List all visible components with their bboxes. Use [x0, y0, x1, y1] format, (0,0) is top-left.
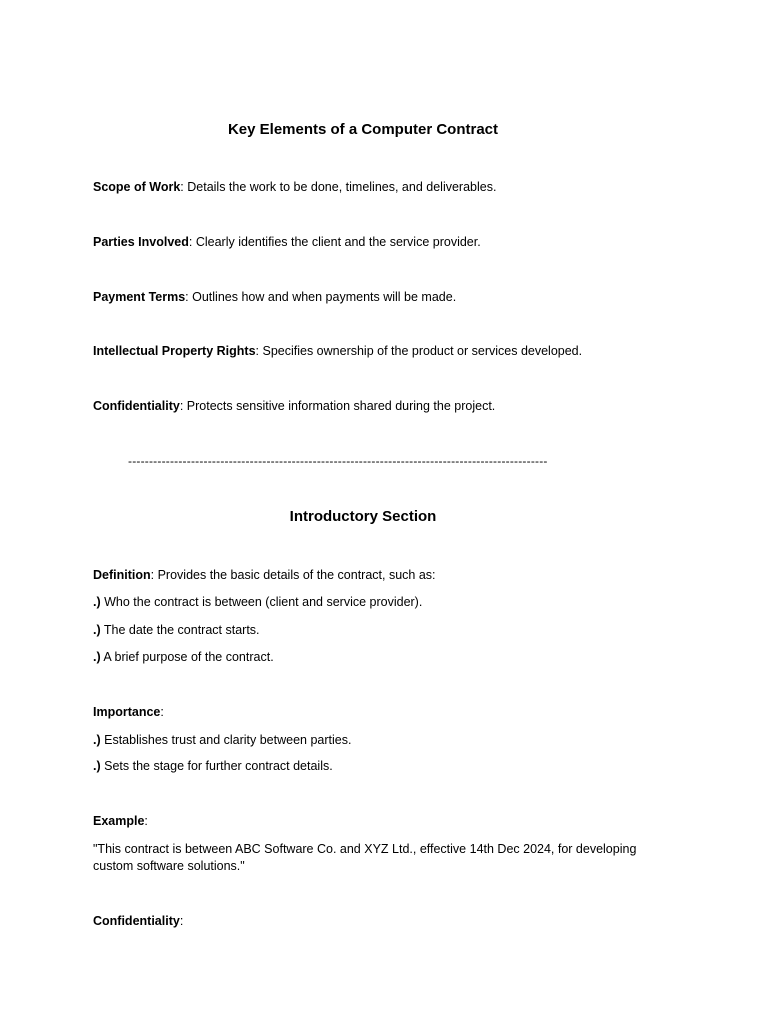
section-divider: ---------------------------------------------------------------------------------------------------- [128, 454, 548, 468]
separator: : [185, 290, 189, 304]
heading-introductory-section: Introductory Section [289, 508, 437, 525]
definition-paragraph [93, 567, 673, 584]
key-element-parties [93, 234, 673, 251]
separator: : [160, 705, 164, 719]
key-element-ip-rights [93, 343, 673, 360]
term-description: Specifies ownership of the product or services developed. [259, 344, 583, 358]
separator: : [150, 568, 155, 582]
term-label: Definition [93, 568, 151, 582]
heading-key-elements: Key Elements of a Computer Contract [227, 121, 499, 138]
list-item-text: A brief purpose of the contract. [100, 650, 274, 664]
separator: : [188, 235, 193, 249]
term-label: Example [93, 814, 145, 828]
list-item-text: Who the contract is between (client and service provider). [100, 595, 423, 609]
separator: : [179, 914, 184, 928]
list-item [93, 758, 673, 775]
list-item-text: The date the contract starts. [100, 623, 260, 637]
key-element-payment [93, 289, 673, 306]
term-label: Importance [93, 705, 161, 719]
list-item-text: Establishes trust and clarity between parties. [100, 733, 352, 747]
bullet-marker: .) [93, 759, 101, 773]
separator: : [180, 180, 184, 194]
separator: : [179, 399, 184, 413]
term-description: Details the work to be done, timelines, and deliverables. [183, 180, 497, 194]
term-description: Protects sensitive information shared during the project. [183, 399, 496, 413]
term-label: Parties Involved [93, 235, 189, 249]
bullet-marker: .) [93, 733, 101, 747]
term-label: Confidentiality [93, 914, 180, 928]
example-quote: "This contract is between ABC Software Co. and XYZ Ltd., effective 14th Dec 2024, for developing custom software solutions." [93, 842, 637, 873]
example-paragraph [93, 813, 673, 830]
bullet-marker: .) [93, 595, 101, 609]
key-element-confidentiality [93, 398, 673, 415]
bullet-marker: .) [93, 623, 101, 637]
list-item [93, 594, 673, 611]
list-item [93, 649, 673, 666]
importance-paragraph [93, 704, 673, 721]
separator: : [255, 344, 260, 358]
term-description: Clearly identifies the client and the service provider. [192, 235, 481, 249]
confidentiality-paragraph [93, 913, 673, 930]
key-element-scope [93, 179, 673, 196]
term-label: Scope of Work [93, 180, 181, 194]
list-item-text: Sets the stage for further contract details. [100, 759, 333, 773]
separator: : [144, 814, 148, 828]
list-item [93, 732, 673, 749]
bullet-marker: .) [93, 650, 101, 664]
list-item [93, 622, 673, 639]
term-label: Payment Terms [93, 290, 186, 304]
term-description: Provides the basic details of the contract, such as: [154, 568, 436, 582]
term-label: Confidentiality [93, 399, 180, 413]
term-description: Outlines how and when payments will be made. [188, 290, 457, 304]
term-label: Intellectual Property Rights [93, 344, 256, 358]
